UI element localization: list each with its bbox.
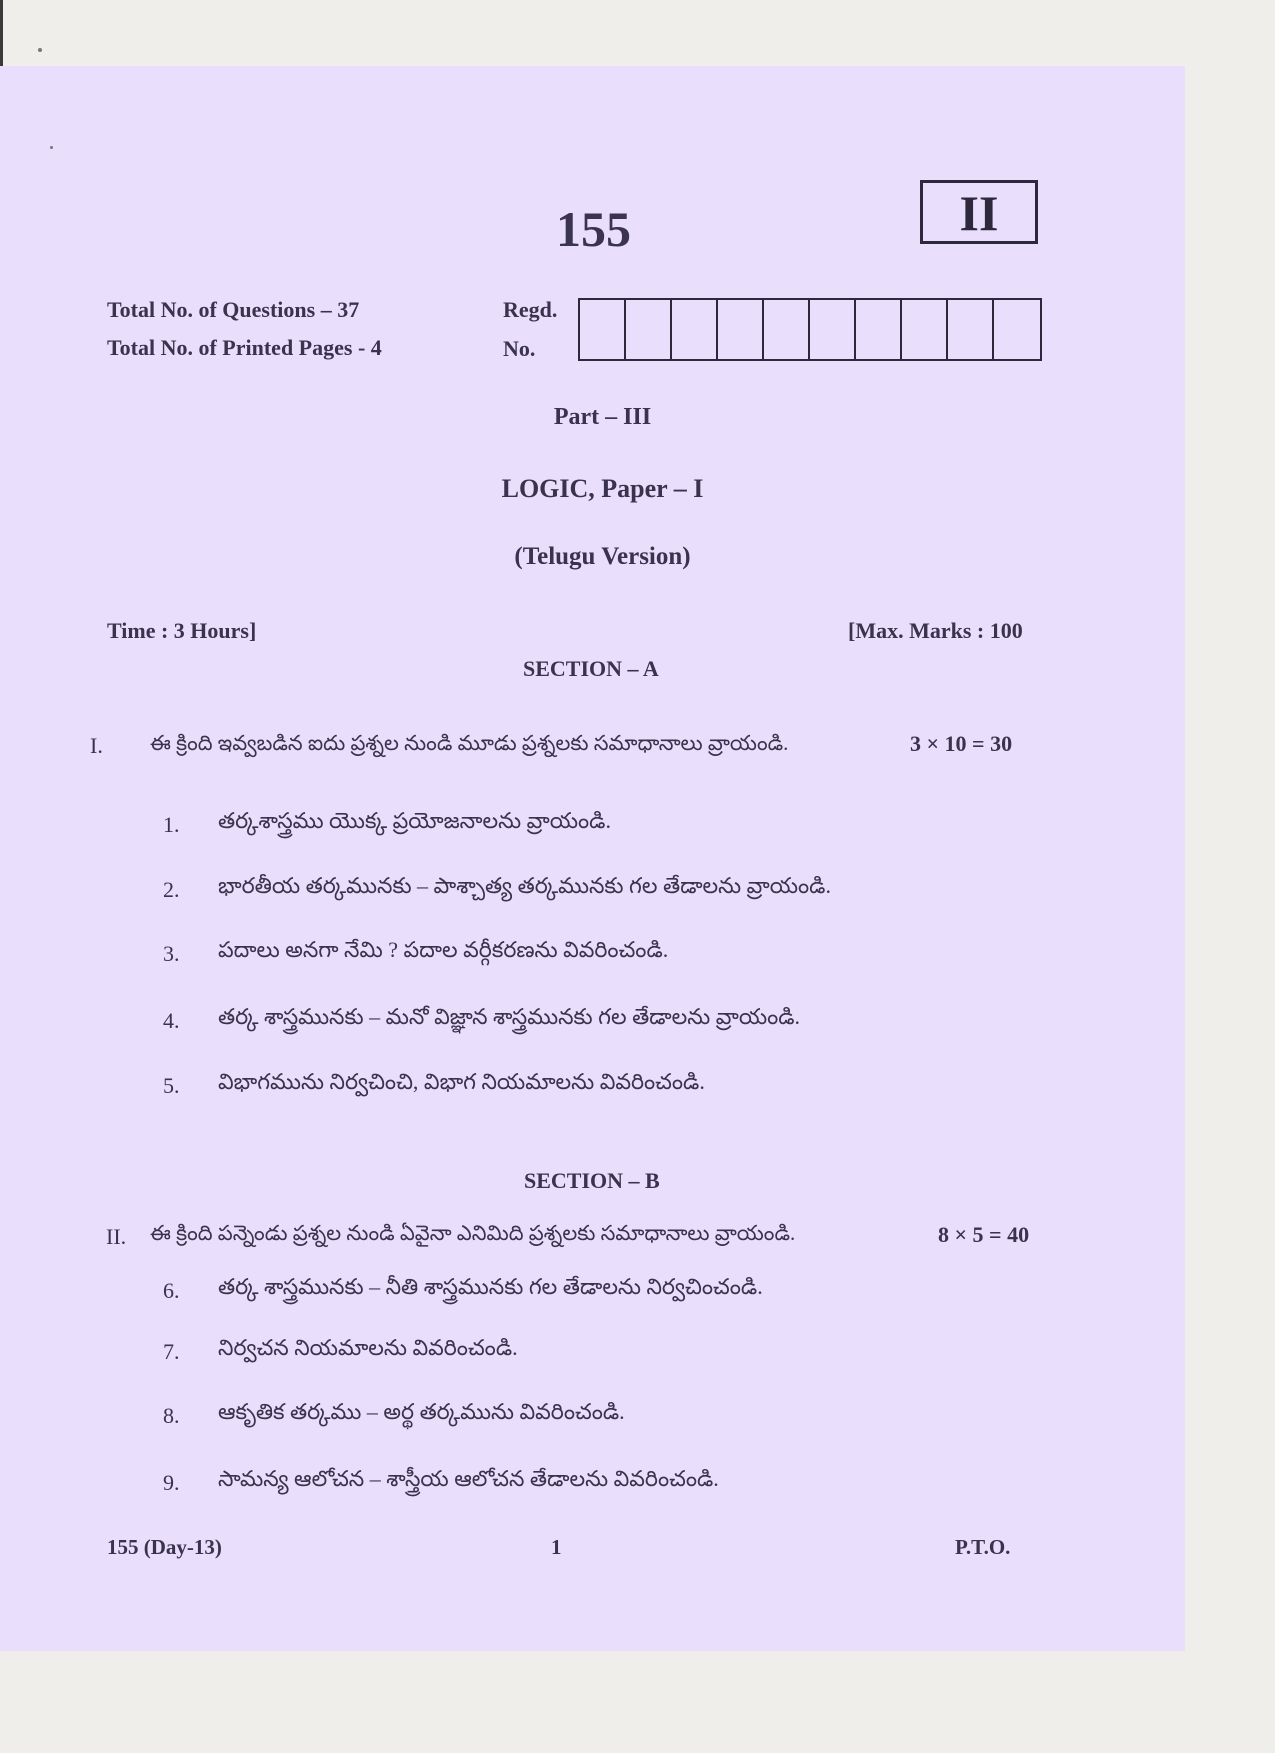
regd-number-boxes[interactable] xyxy=(578,298,1042,361)
section-a-roman: I. xyxy=(90,733,103,758)
question-number: 8. xyxy=(163,1403,180,1428)
subject-title: LOGIC, Paper – I xyxy=(501,474,704,503)
question-number: 3. xyxy=(163,941,180,966)
regd-digit-box[interactable] xyxy=(948,300,994,359)
question-number: 7. xyxy=(163,1339,180,1364)
section-a-marks: 3 × 10 = 30 xyxy=(910,731,1013,756)
question-text: సామన్య ఆలోచన – శాస్త్రీయ ఆలోచన తేడాలను వివరించండి. xyxy=(218,1466,719,1491)
regd-no-label: No. xyxy=(503,336,536,361)
question-number: 5. xyxy=(163,1073,180,1098)
question-text: విభాగమును నిర్వచించి, విభాగ నియమాలను వివరించండి. xyxy=(218,1069,705,1094)
regd-digit-box[interactable] xyxy=(672,300,718,359)
regd-digit-box[interactable] xyxy=(902,300,948,359)
question-number: 4. xyxy=(163,1008,180,1033)
question-number: 6. xyxy=(163,1278,180,1303)
section-a-instruction: ఈ క్రింది ఇవ్వబడిన ఐదు ప్రశ్నల నుండి మూడు ప్రశ్నలకు సమాధానాలు వ్రాయండి. xyxy=(150,731,789,755)
regd-digit-box[interactable] xyxy=(994,300,1040,359)
exam-time: Time : 3 Hours] xyxy=(107,618,257,643)
regd-digit-box[interactable] xyxy=(856,300,902,359)
section-a-heading: SECTION – A xyxy=(523,656,659,681)
question-number: 9. xyxy=(163,1470,180,1495)
section-b-instruction: ఈ క్రింది పన్నెండు ప్రశ్నల నుండి ఏవైనా ఎనిమిది ప్రశ్నలకు సమాధానాలు వ్రాయండి. xyxy=(150,1221,796,1245)
question-text: తర్క శాస్త్రమునకు – నీతి శాస్త్రమునకు గల తేడాలను నిర్వచించండి. xyxy=(218,1274,763,1299)
total-questions: Total No. of Questions – 37 xyxy=(107,297,360,322)
section-b-roman: II. xyxy=(106,1224,127,1249)
set-code-box: II xyxy=(920,180,1038,244)
footer-paper-code: 155 (Day-13) xyxy=(107,1535,222,1559)
regd-digit-box[interactable] xyxy=(626,300,672,359)
page-number: 1 xyxy=(551,1535,562,1559)
regd-digit-box[interactable] xyxy=(580,300,626,359)
speck xyxy=(50,146,53,149)
regd-label: Regd. xyxy=(503,297,558,322)
regd-digit-box[interactable] xyxy=(764,300,810,359)
section-b-marks: 8 × 5 = 40 xyxy=(938,1222,1030,1247)
max-marks: [Max. Marks : 100 xyxy=(848,618,1023,643)
total-pages: Total No. of Printed Pages - 4 xyxy=(107,335,382,360)
question-text: పదాలు అనగా నేమి ? పదాల వర్గీకరణను వివరించండి. xyxy=(218,937,669,962)
question-text: భారతీయ తర్కమునకు – పాశ్చాత్య తర్కమునకు గల తేడాలను వ్రాయండి. xyxy=(218,873,831,898)
question-text: నిర్వచన నియమాలను వివరించండి. xyxy=(218,1335,518,1360)
question-number: 1. xyxy=(163,812,180,837)
part-title: Part – III xyxy=(553,404,652,430)
regd-digit-box[interactable] xyxy=(718,300,764,359)
pto-label: P.T.O. xyxy=(955,1535,1011,1559)
section-b-heading: SECTION – B xyxy=(524,1168,660,1193)
page-edge xyxy=(0,0,3,70)
question-text: ఆకృతిక తర్కము – అర్థ తర్కమును వివరించండి. xyxy=(218,1399,625,1424)
regd-digit-box[interactable] xyxy=(810,300,856,359)
question-text: తర్కశాస్త్రము యొక్క ప్రయోజనాలను వ్రాయండి. xyxy=(218,808,611,833)
question-number: 2. xyxy=(163,877,180,902)
version-title: (Telugu Version) xyxy=(514,543,691,570)
paper-code: 155 xyxy=(556,201,631,257)
question-text: తర్క శాస్త్రమునకు – మనో విజ్ఞాన శాస్త్రమునకు గల తేడాలను వ్రాయండి. xyxy=(218,1004,801,1029)
speck xyxy=(38,48,42,52)
